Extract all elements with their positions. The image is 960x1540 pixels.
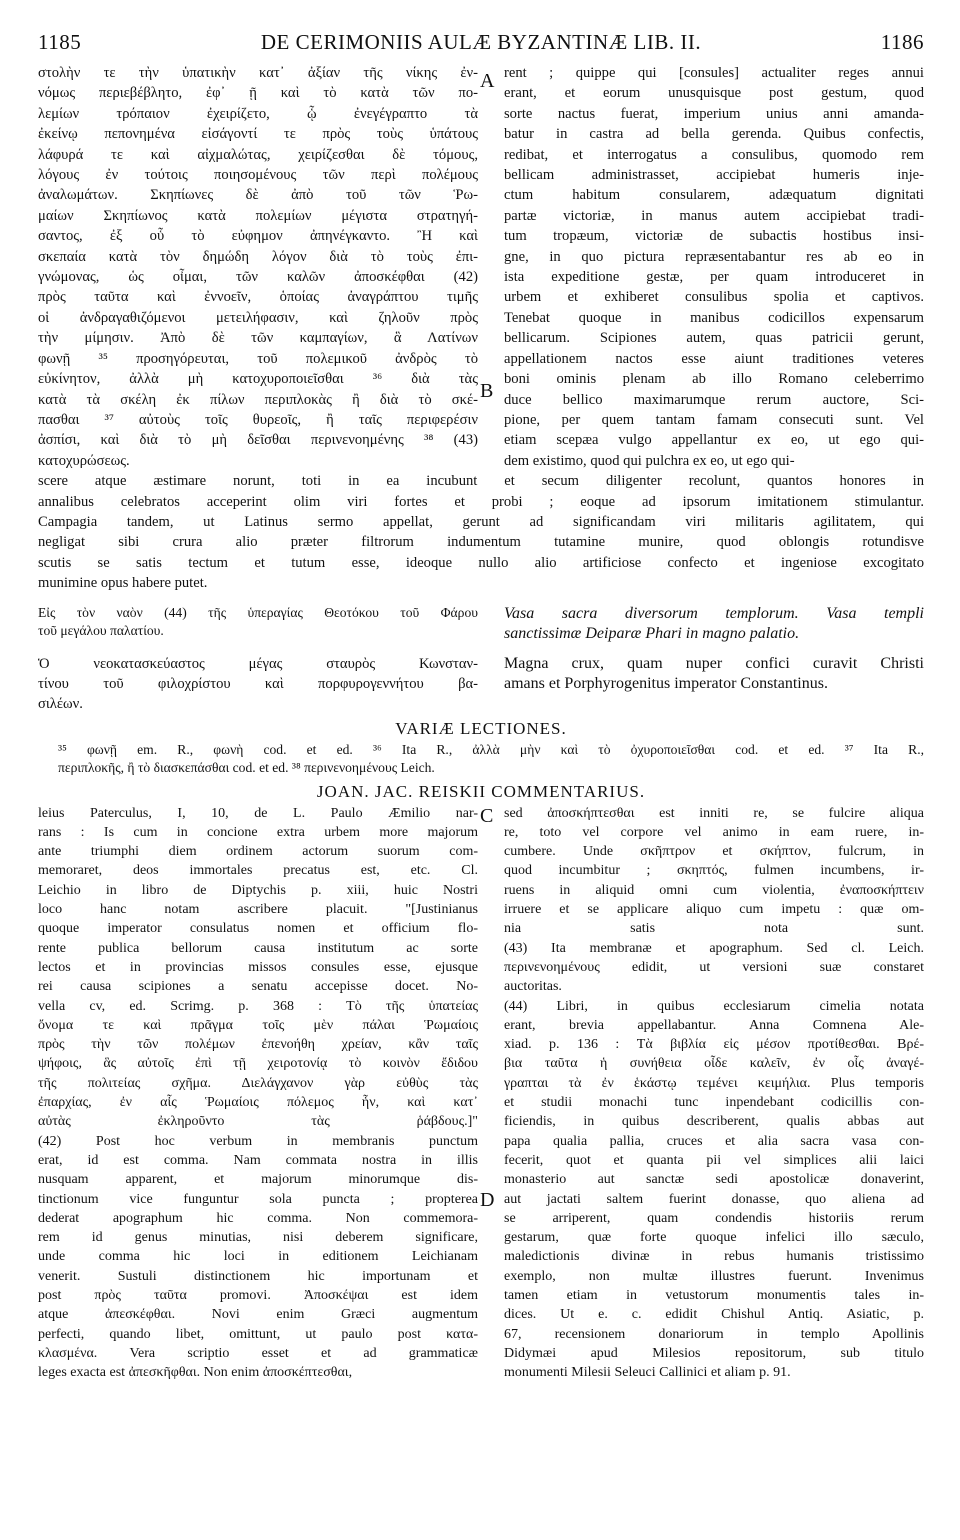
text-line: tamen etiam in vetustorum monumentis tales in- xyxy=(504,1288,924,1304)
text-line: duce bellico maximarumque rerum auctore, Sci- xyxy=(504,391,924,408)
page-number-right: 1186 xyxy=(880,30,924,54)
text-line: leges exacta est ἀπεσκῆφθαι. Non enim ἀποσκέπτεσθαι, xyxy=(38,1365,353,1381)
text-line: Magna crux, quam nuper confici curavit Christi xyxy=(504,654,924,672)
text-line: Tenebat quoque in manibus codicillos expensarum xyxy=(504,309,924,326)
text-line: ante triumphi diem ordinem actorum suorum com- xyxy=(38,844,478,860)
text-line: fecerit, quot et quanta pii vel simplices alii laici xyxy=(504,1152,924,1168)
text-line: γνώμονας, ὡς οἶμαι, τῶν καλῶν ἀποσκέφθαι (42) xyxy=(38,269,478,286)
text-line: Campagia tandem, ut Latinus sermo appellat, gerunt ad significandam viri militaris agilitatem, qui xyxy=(38,513,924,530)
text-line: πρὸς τὴν τῶν πολέμων ἐπενοήθη χρείαν, κἂν ταῖς xyxy=(38,1037,478,1053)
text-line: cumbere. Unde σκῆπτρον et σκήπτον, fulcrum, in xyxy=(504,844,924,860)
text-line: lectos et in provincias missos consules esse, ejusque xyxy=(38,959,478,975)
text-line: ψήφοις, ἃς αὐτοῖς ἐπὶ τῇ χειροτονίᾳ τὸ κοινὸν ἔδιδου xyxy=(38,1056,478,1072)
text-line: τίνου τοῦ φιλοχρίστου καὶ πορφυρογεννήτου βα- xyxy=(38,675,478,692)
text-line: maledictionis divinæ in rebus humanis tristissimo xyxy=(504,1249,924,1265)
text-line: boni ominis plenam ab illo Romano celeberrimo xyxy=(504,371,924,388)
text-line: se arriperent, quam condendis historiis rerum xyxy=(504,1210,924,1226)
text-line: ficiendis, in quibus describerent, qualis abbas aut xyxy=(504,1114,924,1130)
margin-letter-d: D xyxy=(480,1188,495,1211)
commentary-right-column xyxy=(504,804,924,1383)
text-line: atque ἀπεσκέφθαι. Novi enim Græci augmentum xyxy=(38,1307,478,1323)
text-line: post πρὸς ταῦτα promovi. Ἀποσκέψαι est idem xyxy=(38,1288,478,1304)
text-line: Vasa sacra diversorum templorum. Vasa templi xyxy=(504,604,924,622)
text-line: amans et Porphyrogenitus imperator Constantinus. xyxy=(504,674,828,692)
text-line: περιπλοκῆς, ἢ τὸ διασκεπάσθαι cod. et ed. ³⁸ περινενοημένους Leich. xyxy=(58,760,435,776)
text-line: munimine opus habere putet. xyxy=(38,575,208,592)
text-line: κατοχυρώσεως. xyxy=(38,452,130,469)
text-line: vella cv, ed. Scrimg. p. 368 : Τὸ τῆς ὑπατείας xyxy=(38,998,478,1014)
text-line: μαίων Σκηπίωνος κατὰ πολεμίων μέγιστα στρατηγή- xyxy=(38,207,478,224)
text-line: sanctissimæ Deiparæ Phari in magno palatio. xyxy=(504,624,800,642)
text-line: monasterio aut sanctæ sedi apostolicæ donaverint, xyxy=(504,1172,924,1188)
text-line: rente publica bellorum causa institutum ac sorte xyxy=(38,940,478,956)
text-line: ³⁵ φωνῇ em. R., φωνὴ cod. et ed. ³⁶ Ita R., ἀλλὰ μὴν καὶ τὸ ὀχυροποιεῖσθαι cod. et ed. ³⁷ Ita R., xyxy=(58,741,924,757)
text-line: appellationem nactos esse aiunt traditiones veteres xyxy=(504,350,924,367)
text-line: auctoritas. xyxy=(504,979,562,995)
text-line: ruens in aliquid omni cum violentia, ἐναποσκήπτειν xyxy=(504,882,924,898)
text-line: ἀναλωμάτων. Σκηπίωνες δὲ ἀπὸ τοῦ τῶν Ῥω- xyxy=(38,187,478,204)
text-line: rans : Is cum in concione extra urbem more majorum xyxy=(38,824,478,840)
text-line: redibat, et interrogatus a consulibus, quomodo rem xyxy=(504,146,924,163)
text-line: ἐκείνῳ πεπονημένα εἰσάγοντί τε πρὸς τοὺς ὑπάτους xyxy=(38,126,478,143)
text-line: urbem et exhiberet consulibus spolia et captivos. xyxy=(504,289,924,306)
commentary-left-column xyxy=(38,804,478,1383)
text-line: quoque imperator consulatus nomen et officium flo- xyxy=(38,921,478,937)
text-line: leius Paterculus, I, 10, de L. Paulo Æmilio nar- xyxy=(38,805,478,821)
variae-lectiones-text xyxy=(38,741,924,778)
text-line: αὐτὰς ἐκληροῦντο τὰς ῥάβδους.]" xyxy=(38,1114,478,1130)
text-line: πασθαι ³⁷ αὐτοὺς τοῖς θυρεοῖς, ἢ ταῖς περιφερέσιν xyxy=(38,411,478,428)
text-line: βια ταῦτα ἡ συνήθεια οἶδε καλεῖν, ἐν οἷς ἀναγέ- xyxy=(504,1056,924,1072)
text-line: venerit. Sustuli distinctionem hic importunam et xyxy=(38,1268,478,1284)
text-line: (42) Post hoc verbum in membranis punctum xyxy=(38,1133,478,1149)
text-line: γραπται τὰ ἐν ἑκάστῳ τεμένει κειμήλια. Plus temporis xyxy=(504,1075,924,1091)
text-line: rent ; quippe qui [consules] actualiter reges annui xyxy=(504,65,924,81)
text-line: dederat apographum hic comma. Non commemora- xyxy=(38,1210,478,1226)
text-line: 67, recensionem donariorum in templo Apollinis xyxy=(504,1326,924,1342)
text-line: στολὴν τε τὴν ὑπατικὴν κατ᾽ ἀξίαν τῆς νίκης ἐν- xyxy=(38,65,478,81)
page-header xyxy=(38,30,924,55)
cross-latin-text xyxy=(504,654,924,715)
text-line: nusquam apparent, et majorum minorumque dis- xyxy=(38,1172,478,1188)
text-line: λεμίων τρόπαιον ἐχειρίζετο, ᾧ ἐνεγέγραπτο τὰ xyxy=(38,105,478,122)
text-line: bellicam administrasset, accipiebat humeris inje- xyxy=(504,167,924,184)
text-line: aut jactati saltem fuerint donasse, quo aliena ad xyxy=(504,1191,924,1207)
text-line: unde comma hic loci in editionem Leichianam xyxy=(38,1249,478,1265)
text-line: bellicarum. Scipiones autem, quas patricii gerunt, xyxy=(504,330,924,347)
text-line: tinctionum vice funguntur sola puncta ; propterea xyxy=(38,1191,478,1207)
margin-letter-b: B xyxy=(480,380,494,402)
commentary-columns xyxy=(38,804,924,1383)
text-line: erat, id est comma. Nam commata nostra in illis xyxy=(38,1152,478,1168)
text-line: ἀσπίσι, καὶ διὰ τὸ μὴ δεῖσθαι περινενοημένης ³⁸ (43) xyxy=(38,432,478,449)
text-line: scutis se satis tectum et tutum esse, ideoque nullo alio artificiose confecto et ingeniose excogitato xyxy=(38,554,924,571)
text-line: τὴν μίμησιν. Ἀπὸ δὲ τῶν καμπαγίων, ἃ Λατίνων xyxy=(38,330,478,347)
text-line: re, toto vel corpore vel animo in eam ruere, in- xyxy=(504,824,924,840)
text-line: negligat sibi crura alio præter filtrorum indumentum tutamine munire, quod oblongis rotundisve xyxy=(38,534,924,551)
text-line: monumenti Milesii Seleuci Callinici et aliam p. 91. xyxy=(504,1365,791,1381)
text-line: οἱ ἀνδραγαθιζόμενοι μετειλήφασιν, καὶ ζηλοῦν πρὸς xyxy=(38,309,478,326)
text-line: memoraret, deos immortales precatus est, etc. Cl. xyxy=(38,863,478,879)
text-line: annalibus celebratos acceperint olim viri fortes et probi ; eoque ad ipsorum imitationem stimulantur. xyxy=(38,493,924,510)
text-line: λόγους ἐν τούτοις ποιησομένους τῶν περὶ πολέμους xyxy=(38,167,478,184)
text-line: σκεπαία κατὰ τὸν δημώδη λόγον διὰ τὸ τοὺς ἐπι- xyxy=(38,248,478,265)
text-line: perfecti, quando libet, omittunt, ut paulo post κατα- xyxy=(38,1326,478,1342)
text-line: Leichio in libro de Diptychis p. xiii, huic Nostri xyxy=(38,882,478,898)
text-line: nia satis nota sunt. xyxy=(504,921,924,937)
text-line: ctum habitum consularem, adæquatum dignitati xyxy=(504,187,924,204)
text-line: irruere et se applicare aliquo cum impetu : quæ om- xyxy=(504,902,924,918)
text-line: ὄνομα τε καὶ πρᾶγμα τοῖς μὲν πάλαι Ῥωμαίοις xyxy=(38,1017,478,1033)
text-line: pione, per quem tantam famam consecuti sunt. Vel xyxy=(504,411,924,428)
vasa-latin-heading xyxy=(504,604,924,644)
vasa-greek-heading xyxy=(38,604,478,644)
text-line: σιλέων. xyxy=(38,696,83,713)
text-line: (44) Libri, in quibus ecclesiarum cimelia notata xyxy=(504,998,924,1014)
greek-text-column xyxy=(38,63,478,471)
text-line: et studii monachi tunc inpendebant codicillis con- xyxy=(504,1095,924,1111)
page-number-left: 1185 xyxy=(38,30,82,54)
text-line: papa qualia pallia, cruces et alia sacra vasa con- xyxy=(504,1133,924,1149)
top-columns xyxy=(38,63,924,471)
text-line: κλασμένα. Vera scriptio esset et ad grammaticæ xyxy=(38,1345,478,1361)
text-line: σαντος, ἐξ οὗ τὸ εὐφημον ἀπηνέγκαντο. Ἢ καὶ xyxy=(38,228,478,245)
text-line: gne, in quo pictura repræsentabantur res ab eo in xyxy=(504,248,924,265)
text-line: φωνῇ ³⁵ προσηγόρευται, τοῦ πολεμικοῦ ἀνδρὸς τὸ xyxy=(38,350,478,367)
text-line: rem id genus minutias, nisi deberem significare, xyxy=(38,1230,478,1246)
text-line: πρὸς ταῦτα καὶ ἐννοεῖν, ὁποίας ἀναγράπτου τιμῆς xyxy=(38,289,478,306)
text-line: quod incumbitur ; σκηπτός, fulmen incumbens, ir- xyxy=(504,863,924,879)
text-line: dem existimo, quod qui pulchra ex eo, ut ego qui- xyxy=(504,452,795,469)
text-line: sed ἀποσκήπτεσθαι est inniti re, se fulcire aliqua xyxy=(504,805,924,821)
text-line: ista expeditione gestæ, per quam introduceret in xyxy=(504,269,924,286)
text-line: gestarum, quæ forte quoque infelici illo sæculo, xyxy=(504,1230,924,1246)
text-line: Ὁ νεοκατασκεύαστος μέγας σταυρὸς Κωνσταν- xyxy=(38,655,478,672)
text-line: (43) Ita membranæ et apographum. Sed cl. Leich. xyxy=(504,940,924,956)
text-line: ἐπαρχίας, ἐν αἷς Ῥωμαίοις πόλεμος ἦν, καὶ κατ᾽ xyxy=(38,1095,478,1111)
text-line: rei causa scipiones a senatu accepisse docet. No- xyxy=(38,979,478,995)
text-line: tum tropæum, victoriæ de subactis hostibus insi- xyxy=(504,228,924,245)
text-line: dices. Ut e. c. edidit Chishul Antiq. Asiatic, p. xyxy=(504,1307,924,1323)
text-line: τοῦ μεγάλου παλατίου. xyxy=(38,622,164,638)
text-line: sorte nactus fuerat, imperium unius anni amanda- xyxy=(504,105,924,122)
cross-greek-text xyxy=(38,654,478,715)
text-line: xiad. p. 136 : Τὰ βιβλία εἰς μέσον προτίθεσθαι. Βρέ- xyxy=(504,1037,924,1053)
margin-letter-a: A xyxy=(480,70,495,92)
text-line: περινενοημένους edidit, ut versioni suæ constaret xyxy=(504,959,924,975)
text-line: Εἰς τὸν ναὸν (44) τῆς ὑπεραγίας Θεοτόκου τοῦ Φάρου xyxy=(38,604,478,620)
text-line: erant, brevia appellabantur. Anna Comnena Ale- xyxy=(504,1017,924,1033)
variae-lectiones-heading: VARIÆ LECTIONES. xyxy=(395,718,567,738)
text-line: νόμως περιεβέβλητο, ἐφ᾽ ῇ καὶ τὸ κατὰ τῶν πο- xyxy=(38,85,478,102)
vasa-cross-row xyxy=(38,654,924,715)
commentarius-heading: JOAN. JAC. REISKII COMMENTARIUS. xyxy=(316,781,646,801)
text-line: τῆς πολιτείας σχῆμα. Διελάγχανον γὰρ εὐθὺς τὰς xyxy=(38,1075,478,1091)
text-line: exemplo, non multæ illustres fuerunt. Invenimus xyxy=(504,1268,924,1284)
text-line: erant, et eorum unusquisque post gestum, quod xyxy=(504,85,924,102)
margin-letter-c: C xyxy=(480,804,494,827)
text-line: etiam scepæa vulgo appellantur ex eo, ut ego qui- xyxy=(504,432,924,449)
text-line: Didymæi apud Milesios repositorum, sub titulo xyxy=(504,1345,924,1361)
text-line: batur in castra ad bella gerenda. Quibus confectis, xyxy=(504,126,924,143)
text-line: loco hanc notam ascribere placuit. "[Justinianus xyxy=(38,902,478,918)
text-line: λάφυρά τε καὶ αἰχμαλώτας, χειρίζεσθαι δὲ τόμους, xyxy=(38,146,478,163)
text-line: κατὰ τὰ σκέλη ἐκ πίλων περιπλοκὰς ἢ διὰ τὸ σκέ- xyxy=(38,391,478,408)
text-line: εὐκίνητον, ἀλλὰ μὴ κατοχυροποιεῖσθαι ³⁶ διὰ τὰς xyxy=(38,371,478,388)
latin-full-width-text xyxy=(38,471,924,593)
text-line: scere atque æstimare norunt, toti in ea incubunt et secum diligenter recolunt, quantos honores in xyxy=(38,473,924,490)
running-title: DE CERIMONIIS AULÆ BYZANTINÆ LIB. II. xyxy=(260,30,702,54)
text-line: partæ victoriæ, in manus autem accipiebat tradi- xyxy=(504,207,924,224)
margin-letters xyxy=(478,63,504,471)
vasa-heading-row xyxy=(38,604,924,644)
latin-translation-column xyxy=(504,63,924,471)
